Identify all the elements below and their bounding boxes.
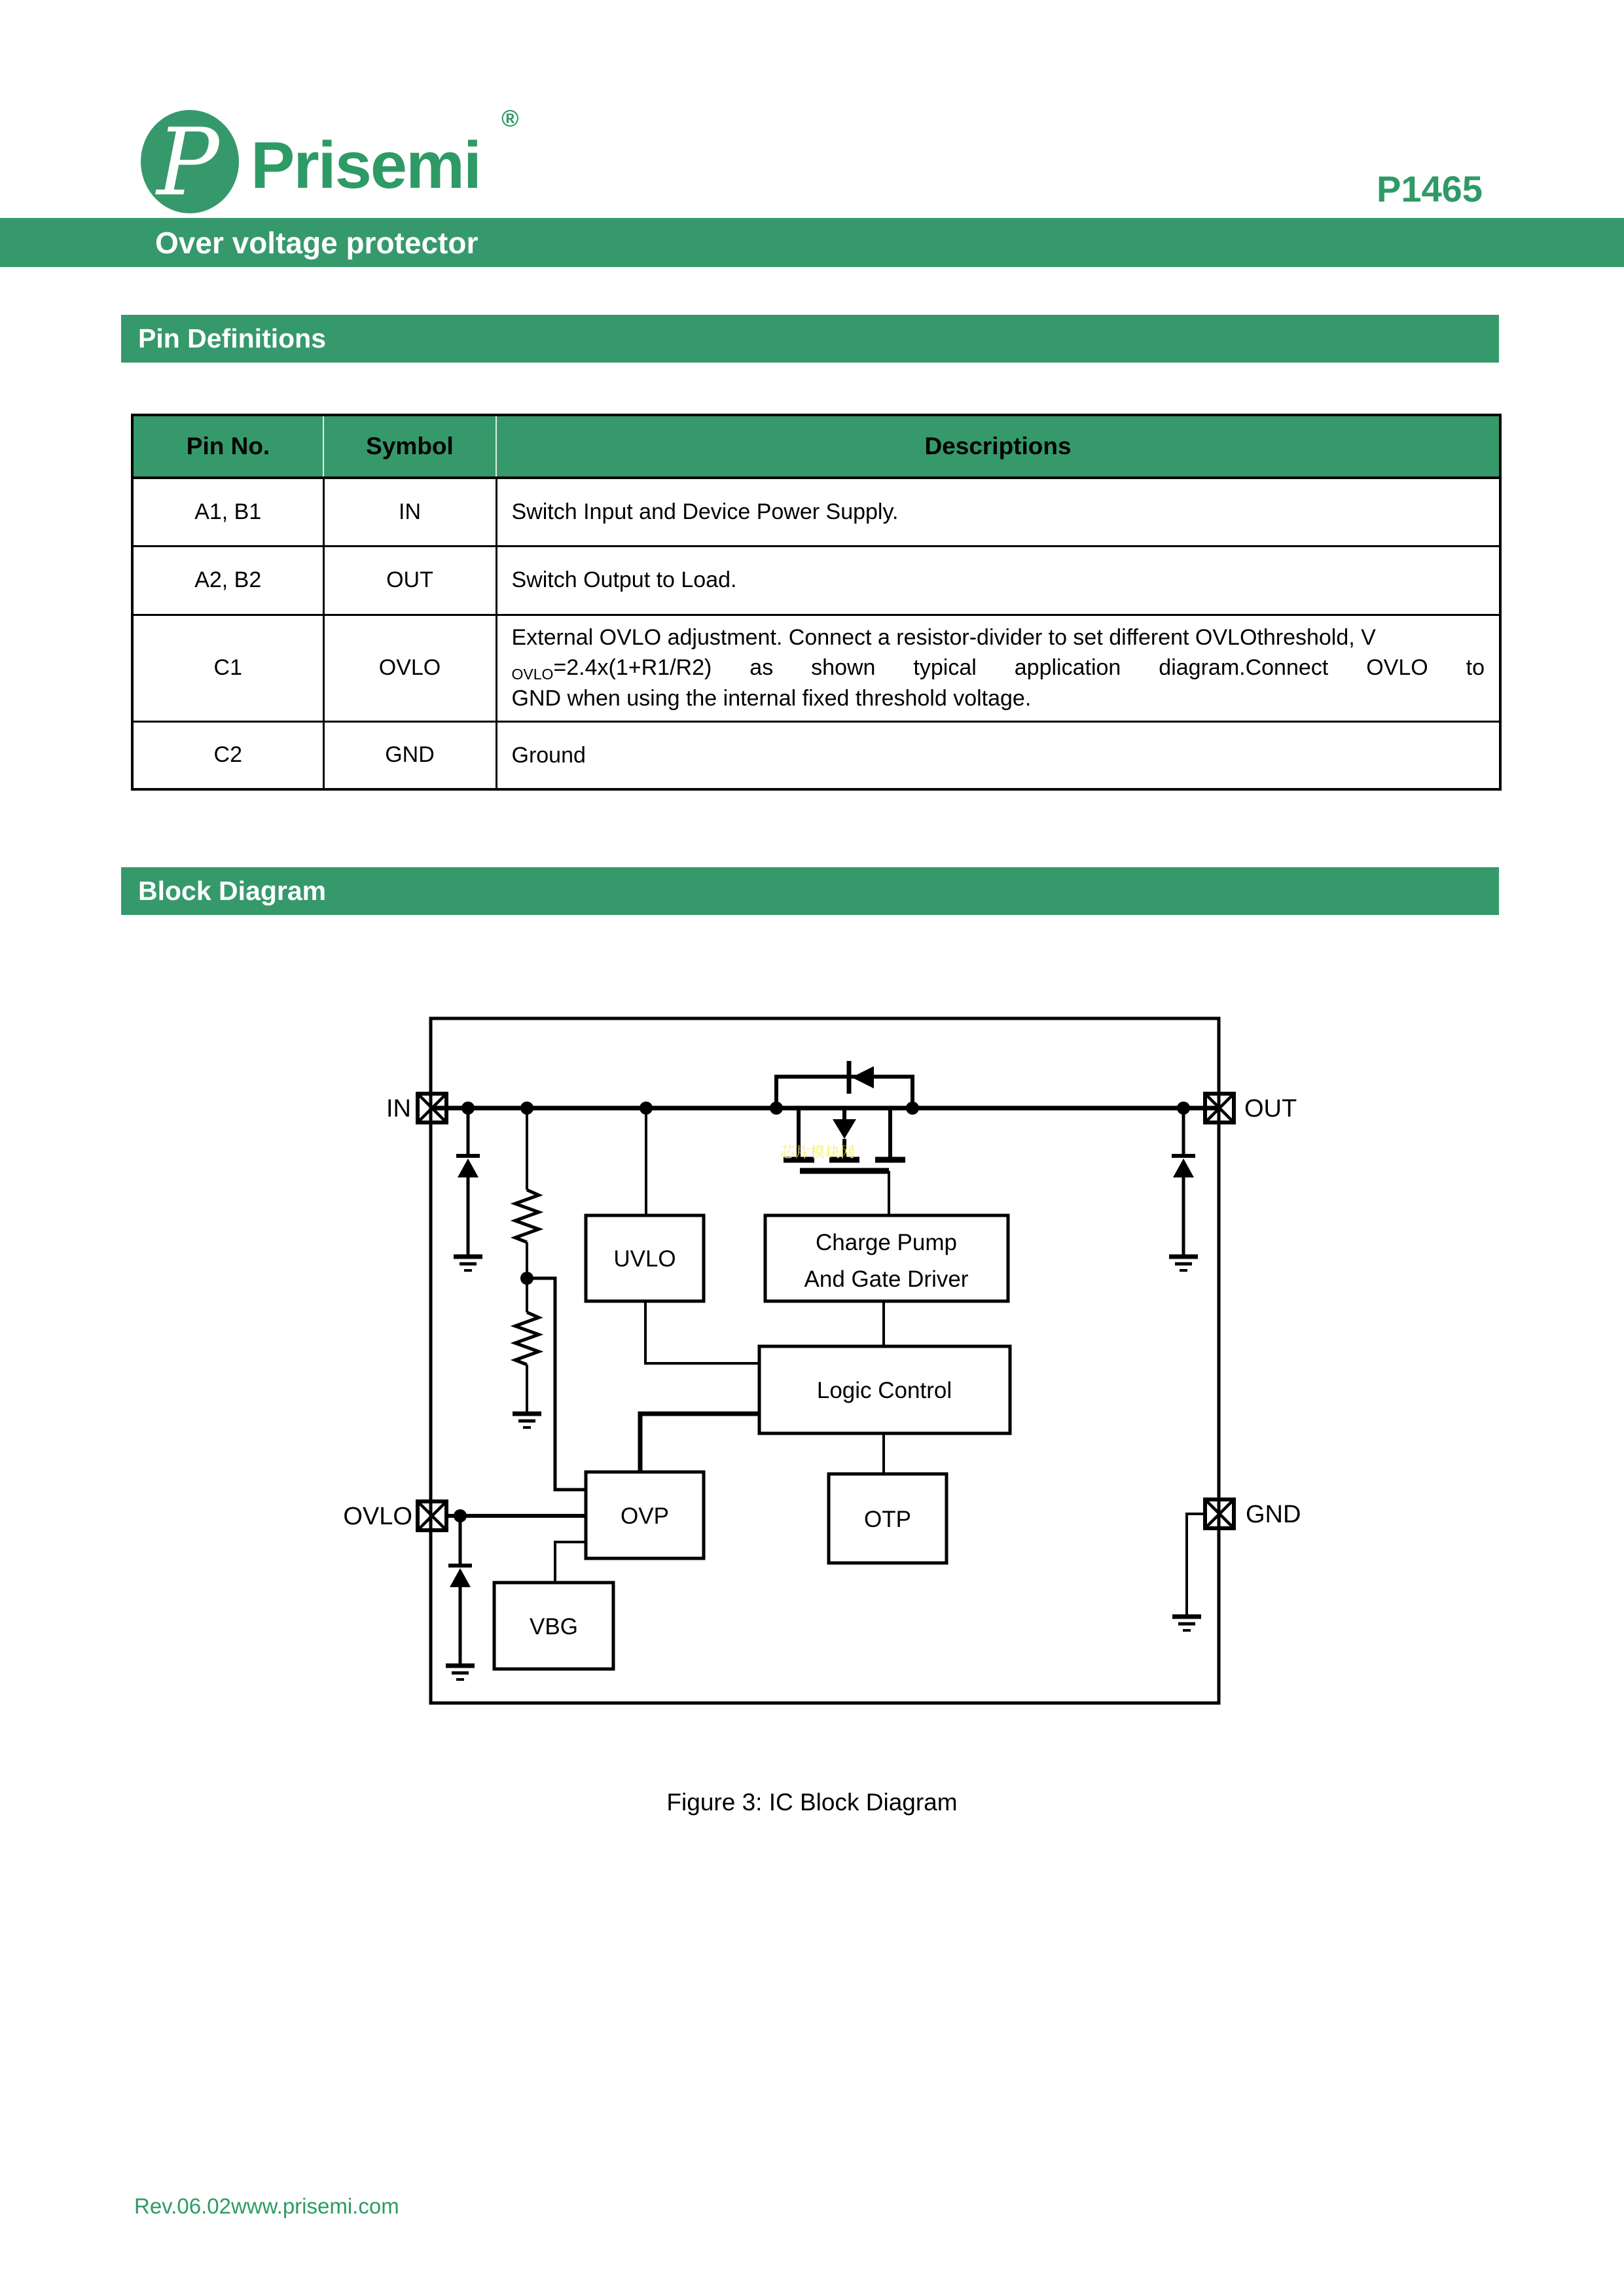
ovp-block (586, 1472, 704, 1558)
section-title: Block Diagram (138, 876, 327, 906)
table-row (132, 722, 1500, 789)
otp-block (829, 1474, 947, 1563)
cell-symbol: OVLO (323, 615, 496, 722)
logic-control-block (759, 1346, 1010, 1433)
charge-pump-block (765, 1215, 1008, 1301)
section-header-pin-definitions (121, 315, 1499, 363)
vbg-block (494, 1583, 613, 1669)
junction-dot (770, 1102, 783, 1115)
block-label: Logic Control (816, 1378, 952, 1403)
block-label: OVP (621, 1503, 669, 1529)
block-label: And Gate Driver (804, 1266, 969, 1292)
desc-subscript: OVLO (511, 666, 554, 683)
ovlo-network (446, 1509, 586, 1666)
brand-name: Prisemi (251, 129, 480, 202)
table-row (132, 546, 1500, 615)
body-diode-branch (776, 1061, 912, 1108)
block-label: OTP (864, 1507, 911, 1532)
resistor-r1-icon (515, 1190, 539, 1242)
junction-dot (906, 1102, 919, 1115)
pin-label-gnd: GND (1246, 1501, 1301, 1528)
junction-dot (520, 1102, 533, 1115)
ground-symbol (1172, 1617, 1201, 1630)
cell-description (496, 615, 1500, 722)
table-row (132, 615, 1500, 722)
cell-description: Ground (496, 722, 1500, 789)
prisemi-logo (134, 103, 252, 221)
junction-dot (1177, 1102, 1190, 1115)
diode-left-icon (852, 1066, 874, 1088)
ground-symbol (513, 1414, 541, 1427)
page-footer: Rev.06.02www.prisemi.com (134, 2194, 399, 2218)
table-row (132, 478, 1500, 546)
col-header-descriptions: Descriptions (496, 415, 1500, 478)
pin-label-in: IN (386, 1095, 411, 1122)
ground-symbol (454, 1257, 482, 1270)
desc-line2-text: =2.4x(1+R1/R2) as shown typical application diagram.Connect OVLO to (553, 655, 1485, 681)
wire-vbg-to-ovp (555, 1542, 586, 1583)
part-number: P1465 (1377, 168, 1483, 209)
tagline-text: Over voltage protector (155, 225, 478, 260)
block-label: UVLO (613, 1246, 676, 1272)
section-title: Pin Definitions (138, 323, 326, 353)
col-header-symbol: Symbol (323, 415, 496, 478)
block-label: VBG (530, 1614, 578, 1640)
mosfet-body-arrow-icon (833, 1119, 856, 1139)
registered-mark: ® (501, 105, 519, 132)
cell-symbol: IN (323, 478, 496, 546)
table-header-row (132, 415, 1500, 478)
uvlo-block (586, 1215, 704, 1301)
wire-logic-to-ovp (640, 1414, 759, 1472)
tagline-bar (0, 218, 1624, 267)
resistor-r2-icon (515, 1312, 539, 1365)
col-header-pin-no: Pin No. (132, 415, 323, 478)
junction-dot (640, 1102, 653, 1115)
desc-line2 (512, 653, 1485, 683)
figure-caption: Figure 3: IC Block Diagram (666, 1789, 958, 1816)
resistor-divider (515, 1108, 587, 1490)
watermark-text: 芯片模块网 (780, 1144, 856, 1160)
cell-symbol: OUT (323, 546, 496, 615)
cell-pin: C1 (132, 615, 323, 722)
cell-pin: A1, B1 (132, 478, 323, 546)
out-shunt-diode (1172, 1108, 1195, 1257)
cell-description: Switch Input and Device Power Supply. (496, 478, 1500, 546)
junction-dot (461, 1102, 475, 1115)
diode-up-icon (450, 1568, 471, 1587)
wire-gnd-pin (1187, 1514, 1205, 1617)
section-header-block-diagram (121, 867, 1499, 915)
wire-uvlo-to-logic (645, 1301, 759, 1363)
cell-pin: C2 (132, 722, 323, 789)
pin-label-ovlo: OVLO (343, 1503, 412, 1530)
block-label: Charge Pump (816, 1230, 957, 1255)
mosfet-symbol (784, 1108, 905, 1215)
ground-symbol (1169, 1257, 1198, 1270)
cell-symbol: GND (323, 722, 496, 789)
ground-symbol (446, 1666, 475, 1679)
cell-pin: A2, B2 (132, 546, 323, 615)
pin-label-out: OUT (1244, 1095, 1297, 1122)
desc-line3: GND when using the internal fixed threshold voltage. (511, 686, 1032, 711)
desc-line1: External OVLO adjustment. Connect a resistor-divider to set different OVLOthreshold, V (511, 624, 1376, 650)
ic-block-diagram (327, 975, 1322, 1748)
cell-description: Switch Output to Load. (496, 546, 1500, 615)
diode-up-icon (458, 1158, 478, 1177)
in-shunt-diode (456, 1108, 480, 1257)
diode-up-icon (1173, 1158, 1194, 1177)
pin-definitions-table (131, 414, 1502, 791)
ic-boundary (431, 1018, 1219, 1703)
logo-letter: P (156, 109, 219, 217)
